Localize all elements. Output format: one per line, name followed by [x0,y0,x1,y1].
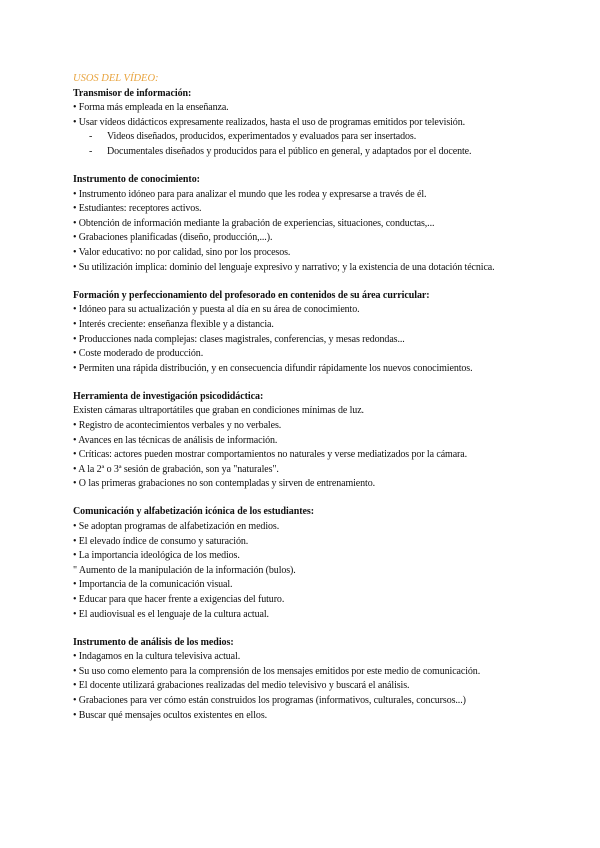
section-analisis-medios [73,636,540,724]
section-heading: Transmisor de información: [73,87,192,99]
list-item: • Idóneo para su actualización y puesta al día en su área de conocimiento. [73,304,360,316]
list-item: • Críticas: actores pueden mostrar comportamientos no naturales y verse mediatizados por la cámara. [73,449,468,461]
list-item: • Se adoptan programas de alfabetización en medios. [73,521,280,533]
list-item: • El docente utilizará grabaciones realizadas del medio televisivo y buscará el análisis. [73,680,410,692]
sub-list-item-text: Videos diseñados, producidos, experimentados y evaluados para ser insertados. [107,131,417,143]
list-item: • Permiten una rápida distribución, y en consecuencia difundir rápidamente los nuevos conocimientos. [73,362,473,374]
sub-list-item [73,130,540,145]
list-item: • Instrumento idóneo para para analizar el mundo que les rodea y expresarse a través de él. [73,188,427,200]
list-item: • Coste moderado de producción. [73,348,204,360]
list-item: • El audiovisual es el lenguaje de la cultura actual. [73,608,269,620]
list-item: Existen cámaras ultraportátiles que graban en condiciones mínimas de luz. [73,405,364,417]
list-item: • Educar para que hacer frente a exigencias del futuro. [73,594,285,605]
document-title: USOS DEL VÍDEO: [73,73,159,84]
list-item: • Avances en las técnicas de análisis de información. [73,434,278,446]
section-comunicacion [73,505,540,622]
list-item: • Grabaciones para ver cómo están construidos los programas (informativos, culturales, concursos...) [73,695,466,707]
list-item: • Usar vídeos didácticos expresamente realizados, hasta el uso de programas emitidos por televisión. [73,116,465,128]
list-item: • Registro de acontecimientos verbales y no verbales. [73,419,282,431]
list-item: • La importancia ideológica de los medios. [73,550,240,562]
section-conocimiento [73,173,540,275]
list-item: • Valor educativo: no por calidad, sino por los procesos. [73,247,291,259]
sub-list-item [73,145,540,160]
section-formacion [73,289,540,377]
dash-marker: - [89,145,93,157]
section-heading: Instrumento de conocimiento: [73,174,200,186]
list-item: • O las primeras grabaciones no son contempladas y sirven de entrenamiento. [73,478,376,490]
list-item: • Interés creciente: enseñanza flexible y a distancia. [73,318,274,330]
sub-list-item-text: Documentales diseñados y producidos para el público en general, y adaptados por el docente. [107,145,472,157]
list-item: " Aumento de la manipulación de la información (bulos). [73,564,296,576]
list-item: • Su uso como elemento para la comprensión de los mensajes emitidos por este medio de comunicación. [73,665,481,677]
list-item: • Obtención de información mediante la grabación de experiencias, situaciones, conductas,... [73,217,435,229]
list-item: • Importancia de la comunicación visual. [73,579,233,591]
section-heading: Instrumento de análisis de los medios: [73,636,234,648]
section-heading: Herramienta de investigación psicodidáctica: [73,390,264,402]
list-item: • Grabaciones planificadas (diseño, producción,...). [73,232,273,244]
list-item: • A la 2ª o 3ª sesión de grabación, son ya "naturales". [73,463,279,475]
section-heading: Formación y perfeccionamiento del profesorado en contenidos de su área curricular: [73,289,430,301]
section-investigacion [73,390,540,492]
dash-marker: - [89,131,93,143]
list-item: • Buscar qué mensajes ocultos existentes en ellos. [73,709,268,721]
list-item: • Producciones nada complejas: clases magistrales, conferencias, y mesas redondas... [73,333,405,345]
list-item: • El elevado índice de consumo y saturación. [73,535,249,547]
list-item: • Forma más empleada en la enseñanza. [73,102,229,114]
section-heading: Comunicación y alfabetización icónica de los estudiantes: [73,506,315,518]
list-item: • Estudiantes: receptores activos. [73,203,202,215]
section-transmisor [73,87,540,160]
list-item: • Indagamos en la cultura televisiva actual. [73,651,241,663]
list-item: • Su utilización implica: dominio del lenguaje expresivo y narrativo; y la existencia de una dotación técnica. [73,261,495,273]
